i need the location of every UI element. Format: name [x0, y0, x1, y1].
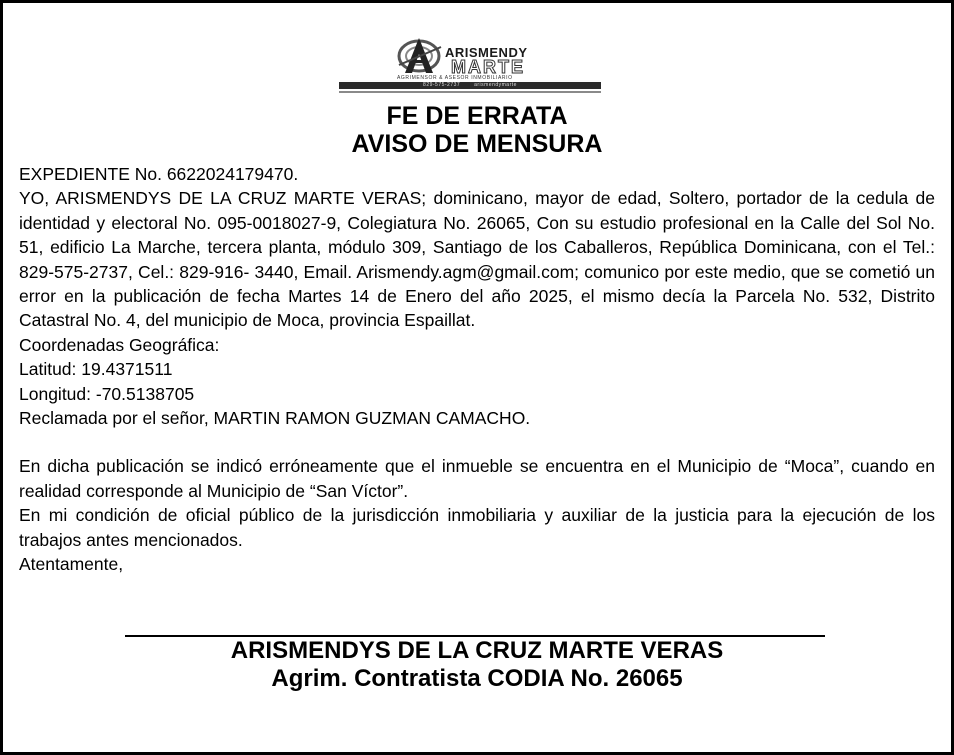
notice-body — [19, 162, 935, 577]
coordinates-heading: Coordenadas Geográfica: — [19, 334, 220, 355]
signer-title: Agrim. Contratista CODIA No. 26065 — [271, 665, 683, 692]
latitude-value: Latitud: 19.4371511 — [19, 359, 173, 380]
logo-surname: MARTE — [451, 57, 525, 77]
logo-phone: 829-575-2737 — [423, 82, 461, 88]
closing: Atentamente, — [19, 554, 124, 575]
title-aviso: AVISO DE MENSURA — [351, 130, 603, 158]
correction-paragraph: En dicha publicación se indicó erróneamente que el inmueble se encuentra en el Municipio de “Moca”, cuando en realidad corresponde al Municipio de “San Víctor”. — [19, 456, 935, 501]
logo-divider — [339, 91, 601, 93]
logo-tagline: AGRIMENSOR & ASESOR INMOBILIARIO — [397, 75, 513, 81]
expediente-number: EXPEDIENTE No. 6622024179470. — [19, 164, 299, 184]
authority-paragraph: En mi condición de oficial público de la jurisdicción inmobiliaria y auxiliar de la justicia para la ejecución de los trabajos antes mencionados. — [19, 505, 935, 550]
logo-contact-bar — [339, 82, 601, 89]
signer-name: ARISMENDYS DE LA CRUZ MARTE VERAS — [230, 637, 724, 664]
declaration-paragraph: YO, ARISMENDYS DE LA CRUZ MARTE VERAS; dominicano, mayor de edad, Soltero, portador de la cedula de identidad y electoral No. 095-0018027-9, Colegiatura No. 26065, Con su estudio profesional en la Calle del Sol No. 51, edificio La Marche, tercera planta, módulo 309, Santiago de los Caballeros, República Dominicana, con el Tel.: 829-575-2737, Cel.: 829-916- 3440, Email. Arismendy.agm@gmail.com; comunico por este medio, que se cometió un error en la publicación de fecha Martes 14 de Enero del año 2025, el mismo decía la Parcela No. 532, Distrito Catastral No. 4, del municipio de Moca, provincia Espaillat. — [19, 188, 935, 331]
logo-name: ARISMENDY — [445, 45, 528, 60]
title-errata: FE DE ERRATA — [386, 102, 568, 130]
paragraph-gap — [19, 430, 935, 454]
longitude-value: Longitud: -70.5138705 — [19, 383, 195, 404]
logo-social: arismendymarte — [474, 82, 517, 88]
claimant: Reclamada por el señor, MARTIN RAMON GUZMAN CAMACHO. — [19, 408, 531, 429]
company-logo — [339, 33, 601, 95]
arismendy-logo-icon — [395, 35, 447, 75]
